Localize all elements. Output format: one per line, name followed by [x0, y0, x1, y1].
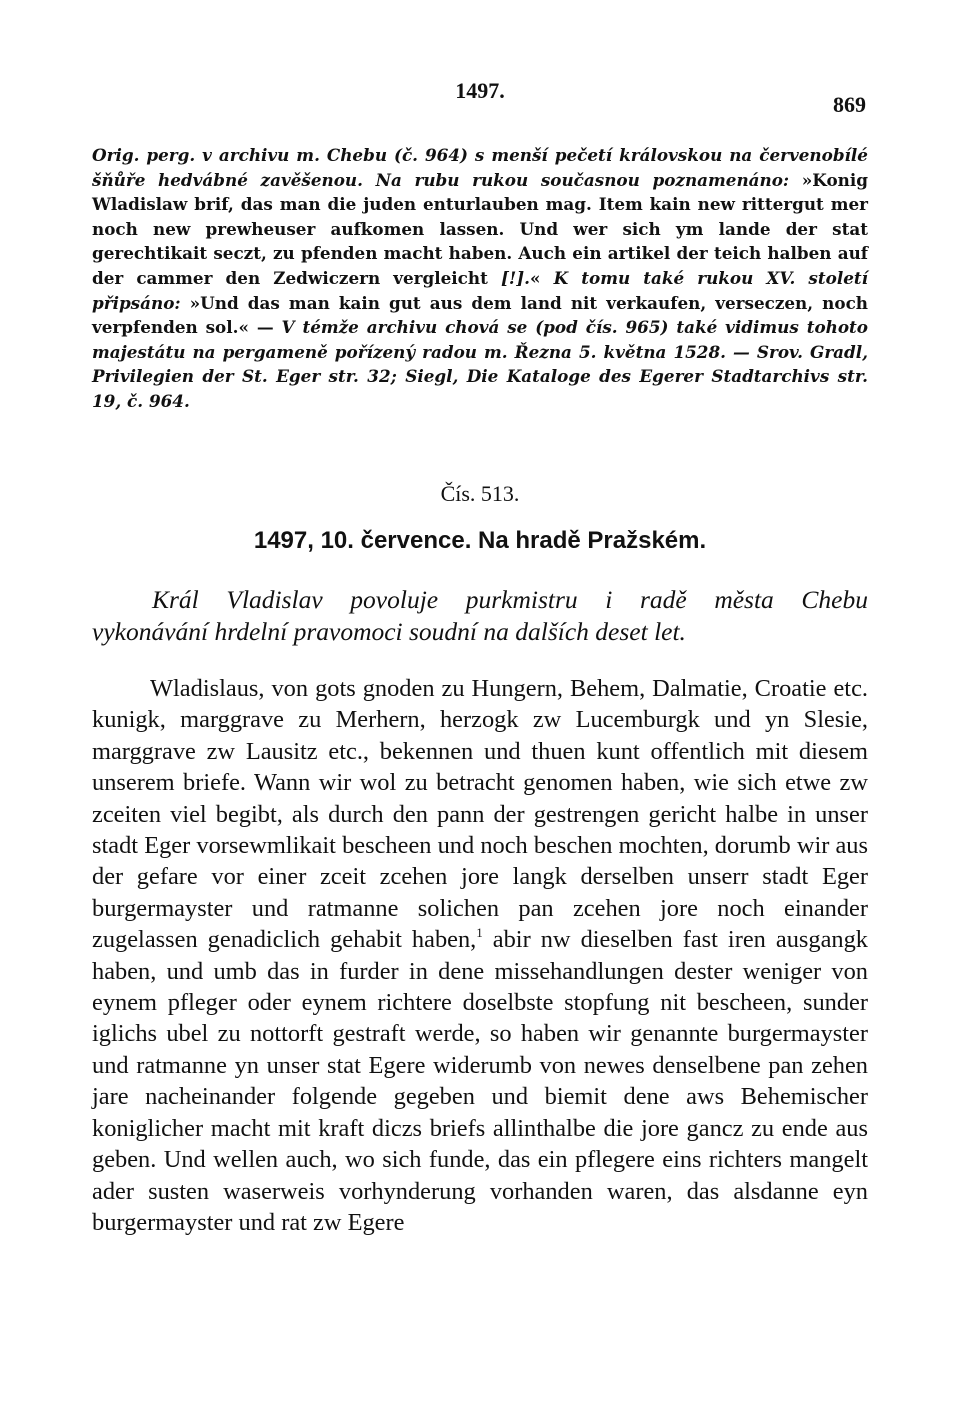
note-sic-mark: [!].	[500, 267, 531, 288]
footnote-reference: 1	[476, 925, 483, 941]
running-head-year: 1497.	[455, 78, 505, 103]
charter-text-part-1: Wladislaus, von gots gnoden zu Hungern, Behem, Dalmatie, Croatie etc. kunigk, marggrave zu Merhern, herzogk zw Lucemburgk und yn Slesie, marggrave zw Lausitz etc., bekennen und thuen kunt offentlich mit diesem unserem briefe. Wann wir wol zu betracht genomen haben, wie sich etwe zw zceiten viel begibt, als durch den pann der gestrengen gericht halbe in unser stadt Eger vorsewmlikait bescheen und noch beschen mochten, dorumb wir aus der gefare vor einer zceit zcehen jore langk derselben unserr stadt Eger burgermayster und ratmanne solichen pan zcehen jore noch einander zugelassen genadiclich gehabit haben,	[92, 675, 868, 954]
note-quote-close: «	[530, 267, 554, 288]
source-note	[92, 143, 868, 414]
note-quote-2: »Und das man kain gut aus dem land nit verkaufen, verseczen, noch verpfenden sol.« —	[92, 292, 868, 338]
note-later-hand: K tomu také rukou XV. století připsáno:	[92, 267, 868, 313]
charter-text-part-2: abir nw dieselben fast iren ausgangk haben, und umb das in furder in dene missehandlungen dester weniger von eynem pfleger oder eynem richtere doselbste stopfung nit bescheen, sunder iglichs ubel zu nottorft gestraft werde, so haben wir genannte burgermayster und ratmanne yn unser stat Egere widerumb von newes denselbene pan zehen jare nacheinander folgende gegeben und biemit dene aws Behemischer koniglicher macht mit kraft diczs briefs allinthalbe die jore gancz zu ende aus geben. Und wellen auch, wo sich funde, das ein pflegere eins richters mangelt ader susten waserweis vorhynderung vorhanden waren, das alsdanne eyn burgermayster und rat zw Egere	[92, 926, 868, 1236]
charter-text	[92, 673, 868, 1238]
regest-line-2: vykonávání hrdelní pravomoci soudní na dalších deset let.	[92, 616, 686, 646]
running-head	[92, 78, 868, 117]
note-references: V témže archivu chová se (pod čís. 965) také vidimus tohoto majestátu na pergameně pořízený radou m. Řezna 5. května 1528. — Srov. Gradl, Privilegien der St. Eger str. 32; Siegl, Die Kataloge des Egerer Stadtarchivs str. 19, č. 964.	[92, 317, 868, 411]
note-quote-1: »Konig Wladislaw brif, das man die juden enturlauben mag. Item kain new rittergut mer noch new prewheuser aufkomen lassen. Und wer sich ym lande der stat gerechtikait seczt, zu pfenden macht haben. Auch ein artikel der teich halben auf der cammer den Zedwiczern vergleicht	[92, 169, 868, 288]
note-archival-description: Orig. perg. v archivu m. Chebu (č. 964) s menší pečetí královskou na červenobílé šňůře hedvábné zavěšenou. Na rubu rukou současnou poznamenáno:	[92, 145, 868, 190]
document-date-heading: 1497, 10. července. Na hradě Pražském.	[253, 527, 707, 554]
regest-summary	[92, 584, 868, 647]
regest-line-1: Král Vladislav povoluje purkmistru i radě města Chebu	[152, 585, 868, 614]
document-number: Čís. 513.	[440, 481, 520, 506]
page-number: 869	[833, 92, 866, 117]
